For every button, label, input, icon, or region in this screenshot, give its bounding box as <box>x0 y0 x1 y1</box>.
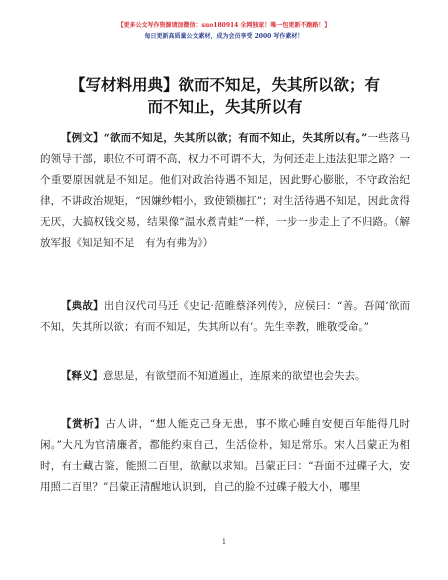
title-line-1: 【写材料用典】欲而不知足，失其所以欲；有 <box>69 76 380 94</box>
appreciation-text: 古人讲，“想人能克己身无患，事不欺心睡自安便百年能得几时闲。”大凡为官清廉者，都能约束自己，生活俭朴，知足常乐。宋人吕蒙正为相时，有士藏古鉴，能照二百里，欲献以求知。吕蒙正曰：“吾面不过碟子大，安用照二百里？”吕蒙正清醒地认识到，自己的脸不过碟子般大小，哪里 <box>40 418 410 493</box>
header-promo-line-2: 每日更新高质量公文素材，成为会员享受 2000 写作素材！ <box>144 33 304 40</box>
appreciation-paragraph <box>40 414 410 526</box>
example-text: 一些落马的领导干部，职位不可谓不高，权力不可谓不大，为何还走上违法犯罪之路？一个重要原因就是不知足。他们对政治待遇不知足，因此野心膨胀，不守政治纪律，不讲政治规矩，“因嫌纱帽小，致使锁枷扛”；对生活待遇不知足，因此贪得无厌，大搞权钱交易，结果像“温水煮青蛙”一样，一步一步走上了不归路。（解放军报《知足知不足 有为有弗为》） <box>40 132 411 249</box>
allusion-label: 【典故】 <box>61 300 104 312</box>
appreciation-label: 【赏析】 <box>61 418 106 430</box>
meaning-label: 【释义】 <box>61 370 103 382</box>
page-number: 1 <box>221 538 227 546</box>
example-label: 【例文】 <box>61 132 104 144</box>
header-promo-line-1: 【更多公文写作资源请加微信：suo180914 全网独家！唯一包更新不跑路！】 <box>117 22 331 29</box>
page-title <box>40 74 410 118</box>
meaning-text: 意思是，有欲望而不知道遏止，连原来的欲望也会失去。 <box>103 370 366 382</box>
example-paragraph <box>40 128 410 254</box>
allusion-text: 出自汉代司马迁《史记·范睢蔡泽列传》，应侯曰：“善。吾闻‘欲而不知，失其所以欲；有而不知足，失其所以有’。先生幸教，睢敬受命。” <box>40 300 410 333</box>
title-line-2: 而不知止，失其所以有 <box>147 98 303 116</box>
example-quote: “欲而不知足，失其所以欲；有而不知止，失其所以有。” <box>103 132 368 144</box>
allusion-paragraph <box>40 296 410 338</box>
meaning-paragraph <box>40 366 410 387</box>
